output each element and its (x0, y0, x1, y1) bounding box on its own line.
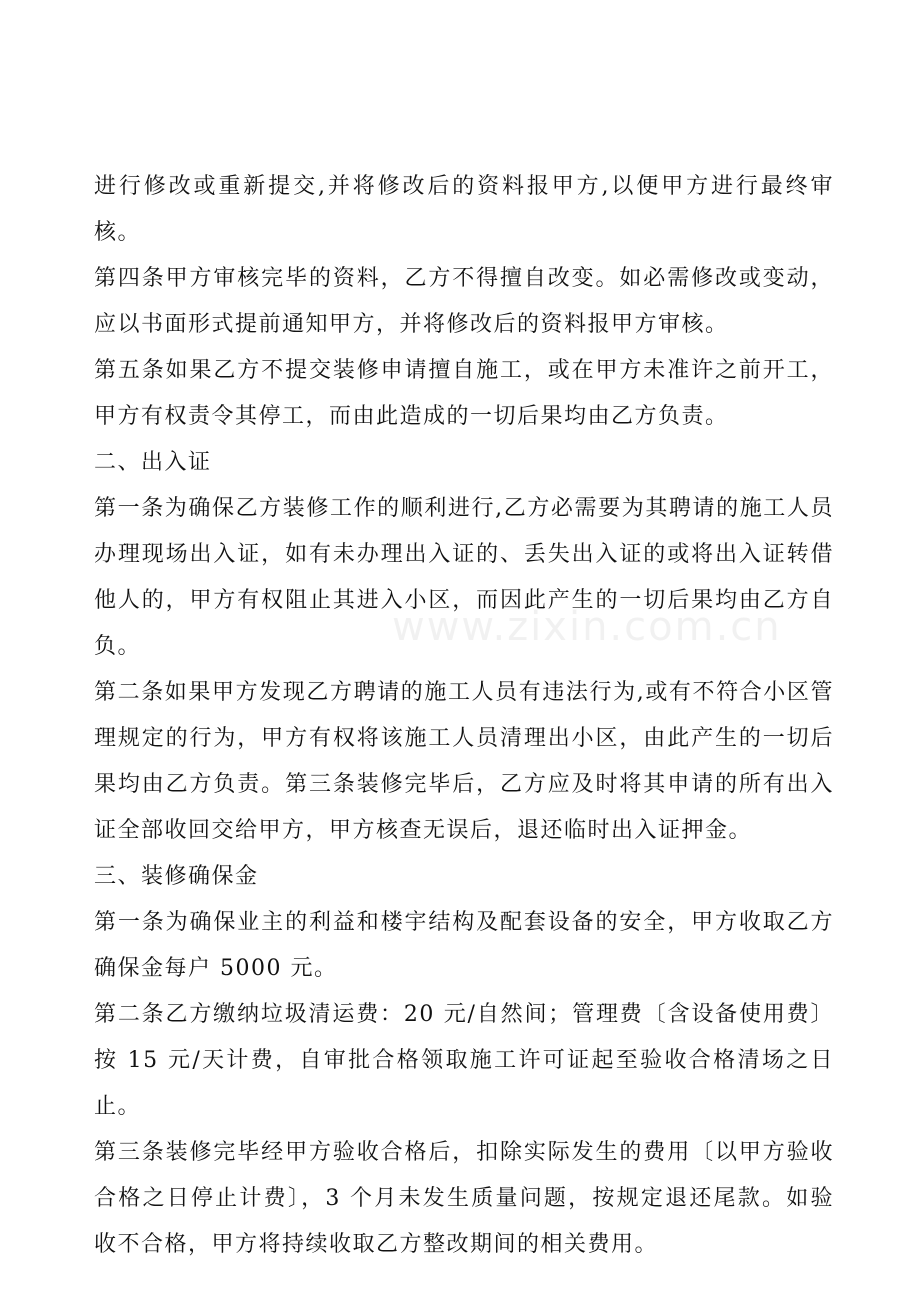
paragraph: 第三条装修完毕经甲方验收合格后，扣除实际发生的费用〔以甲方验收合格之日停止计费〕，3 个月未发生质量问题，按规定退还尾款。如验收不合格，甲方将持续收取乙方整改期间的相关费用。 (94, 1140, 834, 1257)
section-heading: 二、出入证 (94, 450, 212, 475)
paragraph: 第四条甲方审核完毕的资料，乙方不得擅自改变。如必需修改或变动，应以书面形式提前通知甲方，并将修改后的资料报甲方审核。 (94, 266, 834, 337)
paragraph: 第一条为确保乙方装修工作的顺利进行,乙方必需要为其聘请的施工人员办理现场出入证，如有未办理出入证的、丢失出入证的或将出入证转借他人的，甲方有权阻止其进入小区，而因此产生的一切后果均由乙方自负。 (94, 496, 834, 659)
paragraph: 第二条乙方缴纳垃圾清运费：20 元/自然间；管理费〔含设备使用费〕按 15 元/天计费，自审批合格领取施工许可证起至验收合格清场之日止。 (94, 1002, 834, 1119)
section-heading: 三、装修确保金 (94, 864, 259, 889)
paragraph: 第一条为确保业主的利益和楼宇结构及配套设备的安全，甲方收取乙方确保金每户 5000 元。 (94, 910, 834, 981)
paragraph: 进行修改或重新提交,并将修改后的资料报甲方,以便甲方进行最终审核。 (94, 174, 834, 245)
paragraph: 第五条如果乙方不提交装修申请擅自施工，或在甲方未准许之前开工，甲方有权责令其停工，而由此造成的一切后果均由乙方负责。 (94, 358, 834, 429)
watermark: www.zixin.com.cn (392, 604, 782, 650)
document-body (94, 164, 834, 1268)
paragraph: 第二条如果甲方发现乙方聘请的施工人员有违法行为,或有不符合小区管理规定的行为，甲方有权将该施工人员清理出小区，由此产生的一切后果均由乙方负责。第三条装修完毕后，乙方应及时将其申请的所有出入证全部收回交给甲方，甲方核查无误后，退还临时出入证押金。 (94, 680, 834, 843)
